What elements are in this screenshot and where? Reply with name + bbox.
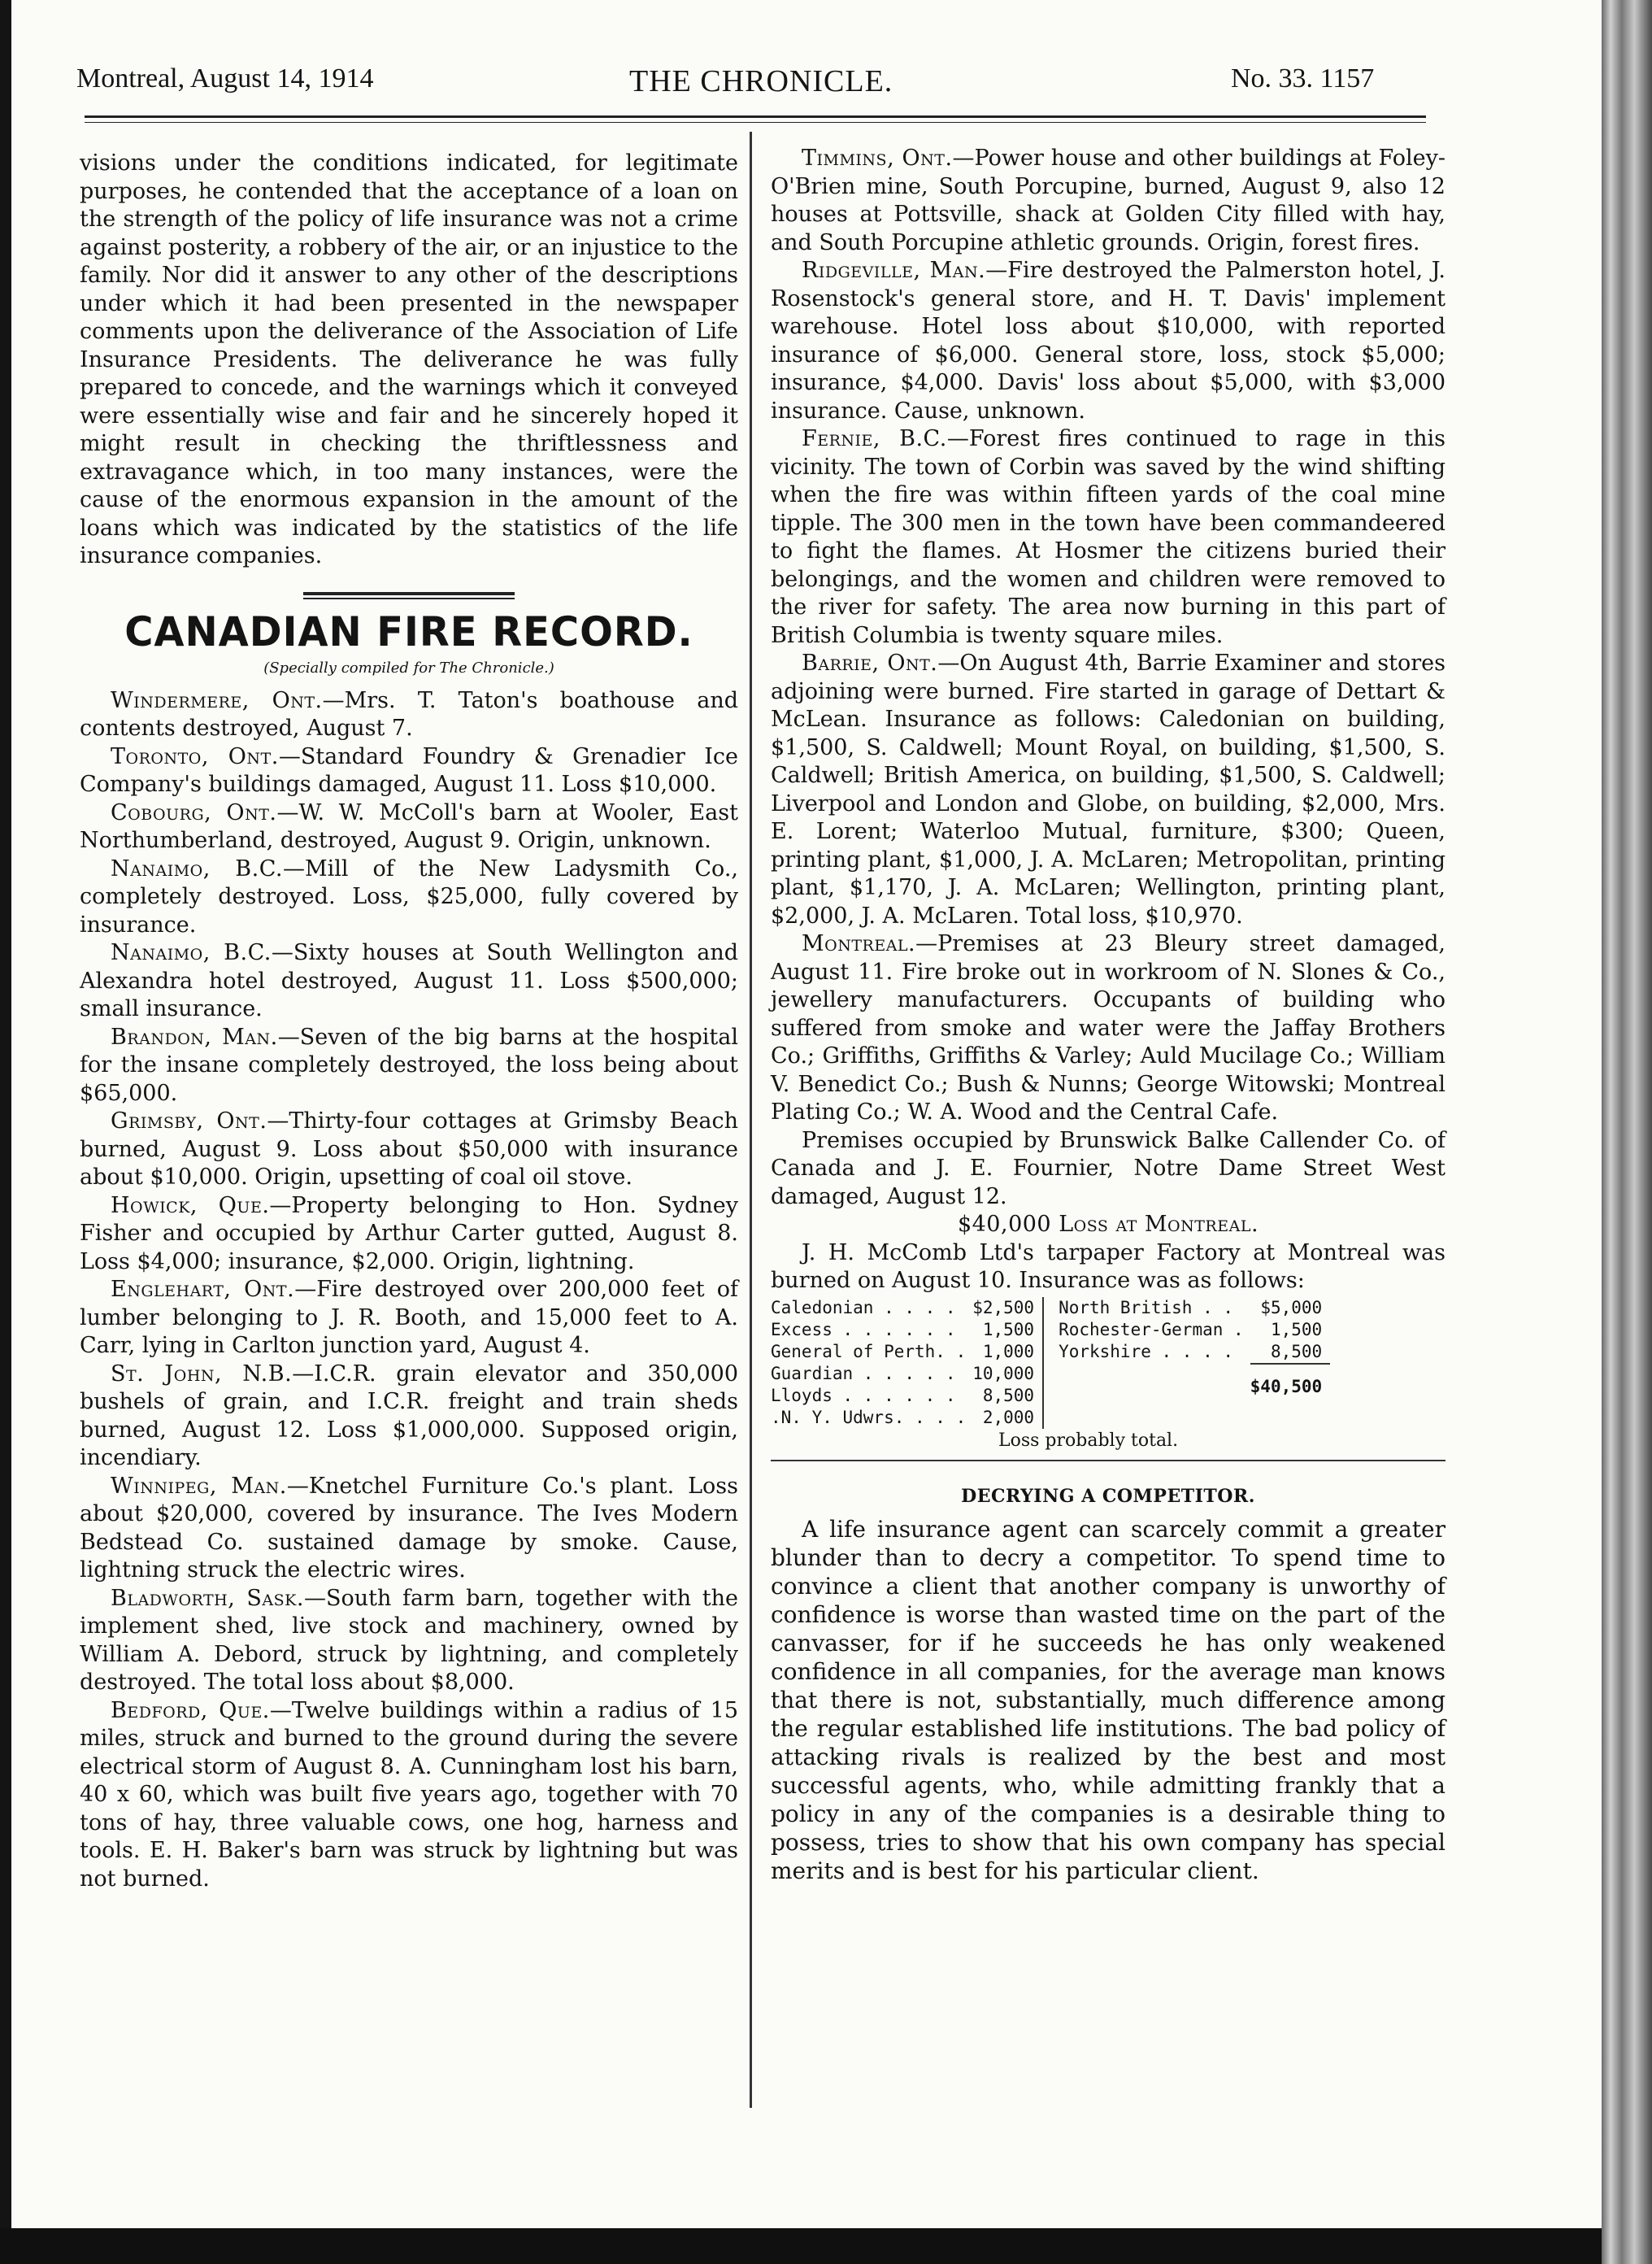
fire-entry <box>80 1697 738 1894</box>
fire-entry <box>771 930 1446 1127</box>
entry-text: —W. W. McColl's barn at Wooler, East Northumberland, destroyed, August 9. Origin, unknown. <box>80 799 738 853</box>
entry-text: —On August 4th, Barrie Examiner and stores adjoining were burned. Fire started in garage of Dettart & McLean. Insurance as follows: Caledonian on building, $1,500, S. Caldwell; Mount Royal, on building, $1,500, S. Caldwell; British America, on building, $1,500, S. Caldwell; Liverpool and London and Globe, on building, $2,000, Mrs. E. Lorent; Waterloo Mutual, furniture, $300; Queen, printing plant, $1,000, J. A. McLaren; Metropolitan, printing plant, $1,170, J. A. McLaren; Wellington, printing plant, $2,000, J. A. McLaren. Total loss, $10,970. <box>771 651 1446 929</box>
insurance-amount: 8,500 <box>1270 1341 1323 1361</box>
insurance-table-right <box>1059 1297 1330 1398</box>
entry-place: Nanaimo, B.C. <box>111 940 272 965</box>
montreal-loss-intro: J. H. McComb Ltd's tarpaper Factory at Montreal was burned on August 10. Insurance was as follows: <box>771 1239 1446 1293</box>
entry-place: Toronto, Ont. <box>111 743 279 769</box>
fire-entry <box>80 1473 738 1585</box>
insurance-total: $40,500 <box>1250 1364 1331 1398</box>
entry-text: —Seven of the big barns at the hospital for the insane completely destroyed, the loss being about $65,000. <box>80 1024 738 1106</box>
newspaper-page <box>11 0 1602 2228</box>
insurance-amount: $2,500 <box>972 1297 1035 1317</box>
fire-entry <box>80 1585 738 1697</box>
insurance-company: .N. Y. Udwrs. . . . <box>771 1407 967 1427</box>
entry-place: Montreal. <box>802 931 916 956</box>
entry-text: —I.C.R. grain elevator and 350,000 bushels of grain, and I.C.R. freight and train sheds burned, August 12. Loss $1,000,000. Supposed origin, incendiary. <box>80 1361 738 1470</box>
fire-entry <box>80 1024 738 1108</box>
entry-text: —Mill of the New Ladysmith Co., completely destroyed. Loss, $25,000, fully covered by insurance. <box>80 856 738 938</box>
fire-entry <box>771 425 1446 650</box>
fire-entry <box>80 799 738 856</box>
entry-text: —Thirty-four cottages at Grimsby Beach burned, August 9. Loss about $50,000 with insurance about $10,000. Origin, upsetting of coal oil stove. <box>80 1108 738 1190</box>
entry-text: —Twelve buildings within a radius of 15 miles, struck and burned to the ground during the severe electrical storm of August 8. A. Cunningham lost his barn, 40 x 60, which was built five years ago, together with 70 tons of hay, three valuable cows, one hog, harness and tools. E. H. Baker's barn was struck by lightning but was not burned. <box>80 1697 738 1892</box>
entry-text: —South farm barn, together with the implement shed, live stock and machinery, owned by William A. Debord, struck by lightning, and completely destroyed. The total loss about $8,000. <box>80 1585 738 1695</box>
insurance-company: Guardian . . . . . <box>771 1363 956 1383</box>
fire-record-subtitle: (Specially compiled for The Chronicle.) <box>263 659 554 677</box>
insurance-amount: 1,500 <box>1270 1319 1323 1339</box>
insurance-row <box>771 1341 1043 1363</box>
insurance-company: General of Perth. . <box>771 1341 967 1361</box>
insurance-amount: 1,500 <box>982 1319 1035 1339</box>
decrying-paragraph: A life insurance agent can scarcely commit a greater blunder than to decry a competitor. To spend time to convince a client that another company is unworthy of confidence is worse than wasted time on the part of the canvasser, for if he succeeds he has only weakened confidence in all companies, for the average man knows that there is not, substantially, much difference among the regular established life institutions. The bad policy of attacking rivals is realized by the best and most successful agents, who, while admitting frankly that a policy in any of the companies is a desirable thing to possess, tries to show that his own company has special merits and is best for his particular client. <box>771 1516 1446 1884</box>
insurance-amount: $5,000 <box>1260 1297 1323 1317</box>
insurance-total-row <box>1059 1364 1330 1398</box>
insurance-table-left <box>771 1297 1044 1429</box>
entry-place: Cobourg, Ont. <box>111 799 277 825</box>
entry-text: —Forest fires continued to rage in this vicinity. The town of Corbin was saved by the wind shifting when the fire was within fifteen yards of the coal mine tipple. The 300 men in the town have been commandeered to fight the flames. At Hosmer the citizens buried their belongings, and the women and children were removed to the river for safety. The area now burning in this part of British Columbia is twenty square miles. <box>771 426 1446 648</box>
fire-entry <box>80 856 738 940</box>
insurance-table <box>771 1297 1446 1429</box>
page-bottom-shadow <box>0 2228 1602 2264</box>
fire-entry <box>771 1127 1446 1212</box>
decrying-title: DECRYING A COMPETITOR. <box>961 1485 1255 1507</box>
fire-entry <box>80 1108 738 1192</box>
fire-entries-right <box>771 145 1446 1211</box>
left-column <box>80 150 738 1893</box>
entry-place: St. John, N.B. <box>111 1361 293 1387</box>
insurance-row <box>1059 1297 1330 1319</box>
entry-place: Bedford, Que. <box>111 1697 270 1723</box>
insurance-company: Lloyds . . . . . . <box>771 1385 956 1405</box>
insurance-company: Rochester-German . <box>1059 1319 1244 1339</box>
header-rule <box>85 115 1426 118</box>
insurance-row <box>1059 1341 1330 1364</box>
fire-entry <box>80 1192 738 1277</box>
entry-place: Ridgeville, Man. <box>802 258 986 283</box>
insurance-company: Caledonian . . . . <box>771 1297 956 1317</box>
fire-record-title: CANADIAN FIRE RECORD. <box>124 607 693 655</box>
section-rule <box>303 592 515 599</box>
entry-place: Barrie, Ont. <box>802 651 938 676</box>
insurance-amount: 1,000 <box>982 1341 1035 1361</box>
insurance-company: Excess . . . . . . <box>771 1319 956 1339</box>
entry-text: —Property belonging to Hon. Sydney Fisher and occupied by Arthur Carter gutted, August 8. Loss $4,000; insurance, $2,000. Origin, lightning. <box>80 1192 738 1274</box>
entry-text: —Premises at 23 Bleury street damaged, August 11. Fire broke out in workroom of N. Slones & Co., jewellery manufacturers. Occupants of building who suffered from smoke and water were the Jaffay Brothers Co.; Griffiths, Griffiths & Varley; Auld Mucilage Co.; William V. Benedict Co.; Bush & Nunns; George Witowski; Montreal Plating Co.; W. A. Wood and the Central Cafe. <box>771 931 1446 1125</box>
entry-text: —Knetchel Furniture Co.'s plant. Loss about $20,000, covered by insurance. The Ives Modern Bedstead Co. sustained damage by smoke. Cause, lightning struck the electric wires. <box>80 1473 738 1583</box>
entry-place: Brandon, Man. <box>111 1024 278 1050</box>
montreal-loss-heading: $40,000 Loss at Montreal. <box>957 1212 1259 1237</box>
fire-entry <box>771 650 1446 930</box>
entry-place: Bladworth, Sask. <box>111 1585 304 1611</box>
header-page-number: No. 33. 1157 <box>1231 63 1375 94</box>
right-column <box>771 145 1446 1885</box>
entry-place: Howick, Que. <box>111 1192 270 1218</box>
section-rule-2 <box>771 1460 1446 1461</box>
insurance-row <box>771 1363 1043 1385</box>
entry-text: —Mrs. T. Taton's boathouse and contents destroyed, August 7. <box>80 687 738 741</box>
entry-place: Fernie, B.C. <box>802 426 947 451</box>
insurance-company: Yorkshire . . . . <box>1059 1342 1234 1361</box>
entry-place: Englehart, Ont. <box>111 1277 295 1302</box>
entry-place: Winnipeg, Man. <box>111 1473 287 1499</box>
fire-entry <box>80 687 738 743</box>
insurance-row <box>771 1385 1043 1407</box>
entry-text: —Sixty houses at South Wellington and Alexandra hotel destroyed, August 11. Loss $500,000; small insurance. <box>80 940 738 1021</box>
fire-entry <box>771 257 1446 425</box>
header-date: Montreal, August 14, 1914 <box>76 63 374 94</box>
header-rule-thin <box>85 122 1426 123</box>
column-divider <box>750 132 752 2108</box>
entry-place: Timmins, Ont. <box>802 146 953 171</box>
fire-entry <box>771 145 1446 257</box>
insurance-row <box>1059 1319 1330 1341</box>
insurance-row <box>771 1319 1043 1341</box>
fire-entry <box>80 939 738 1024</box>
insurance-amount: 2,000 <box>982 1407 1035 1427</box>
entry-text: Premises occupied by Brunswick Balke Callender Co. of Canada and J. E. Fournier, Notre Dame Street West damaged, August 12. <box>771 1127 1446 1209</box>
entry-text: —Fire destroyed the Palmerston hotel, J. Rosenstock's general store, and H. T. Davis' implement warehouse. Hotel loss about $10,000, with reported insurance of $6,000. General store, loss, stock $5,000; insurance, $4,000. Davis' loss about $5,000, with $3,000 insurance. Cause, unknown. <box>771 258 1446 424</box>
header-title: THE CHRONICLE. <box>629 64 893 98</box>
insurance-amount: 8,500 <box>982 1385 1035 1405</box>
fire-entry <box>80 743 738 799</box>
fire-entry <box>80 1276 738 1361</box>
entry-text: —Standard Foundry & Grenadier Ice Company's buildings damaged, August 11. Loss $10,000. <box>80 743 739 797</box>
entry-text: —Fire destroyed over 200,000 feet of lumber belonging to J. R. Booth, and 15,000 feet to A. Carr, lying in Carlton junction yard, August 4. <box>80 1277 738 1358</box>
fire-entries-left <box>80 687 738 1894</box>
insurance-total-spacer <box>1059 1364 1250 1398</box>
insurance-amount: 10,000 <box>972 1363 1035 1383</box>
entry-place: Windermere, Ont. <box>111 687 323 713</box>
entry-place: Nanaimo, B.C. <box>111 856 283 882</box>
fire-entry <box>80 1361 738 1473</box>
book-spine <box>1602 0 1652 2264</box>
insurance-row <box>771 1407 1043 1429</box>
entry-text: —Power house and other buildings at Foley-O'Brien mine, South Porcupine, burned, August 9, also 12 houses at Pottsville, shack at Golden City filled with hay, and South Porcupine athletic grounds. Origin, forest fires. <box>771 146 1446 255</box>
entry-place: Grimsby, Ont. <box>111 1108 267 1134</box>
insurance-row <box>771 1297 1043 1319</box>
insurance-company: North British . . <box>1059 1297 1234 1317</box>
intro-paragraph: visions under the conditions indicated, for legitimate purposes, he contended that the acceptance of a loan on the strength of the policy of life insurance was not a crime against posterity, a robbery of the air, or an injustice to the family. Nor did it answer to any other of the descriptions under which it had been presented in the newspaper comments upon the deliverance of the Association of Life Insurance Presidents. The deliverance he was fully prepared to concede, and the warnings which it conveyed were essentially wise and fair and he sincerely hoped it might result in checking the thriftlessness and extravagance which, in too many instances, were the cause of the enormous expansion in the amount of the loans which was indicated by the statistics of the life insurance companies. <box>80 150 738 568</box>
insurance-note: Loss probably total. <box>998 1430 1179 1451</box>
